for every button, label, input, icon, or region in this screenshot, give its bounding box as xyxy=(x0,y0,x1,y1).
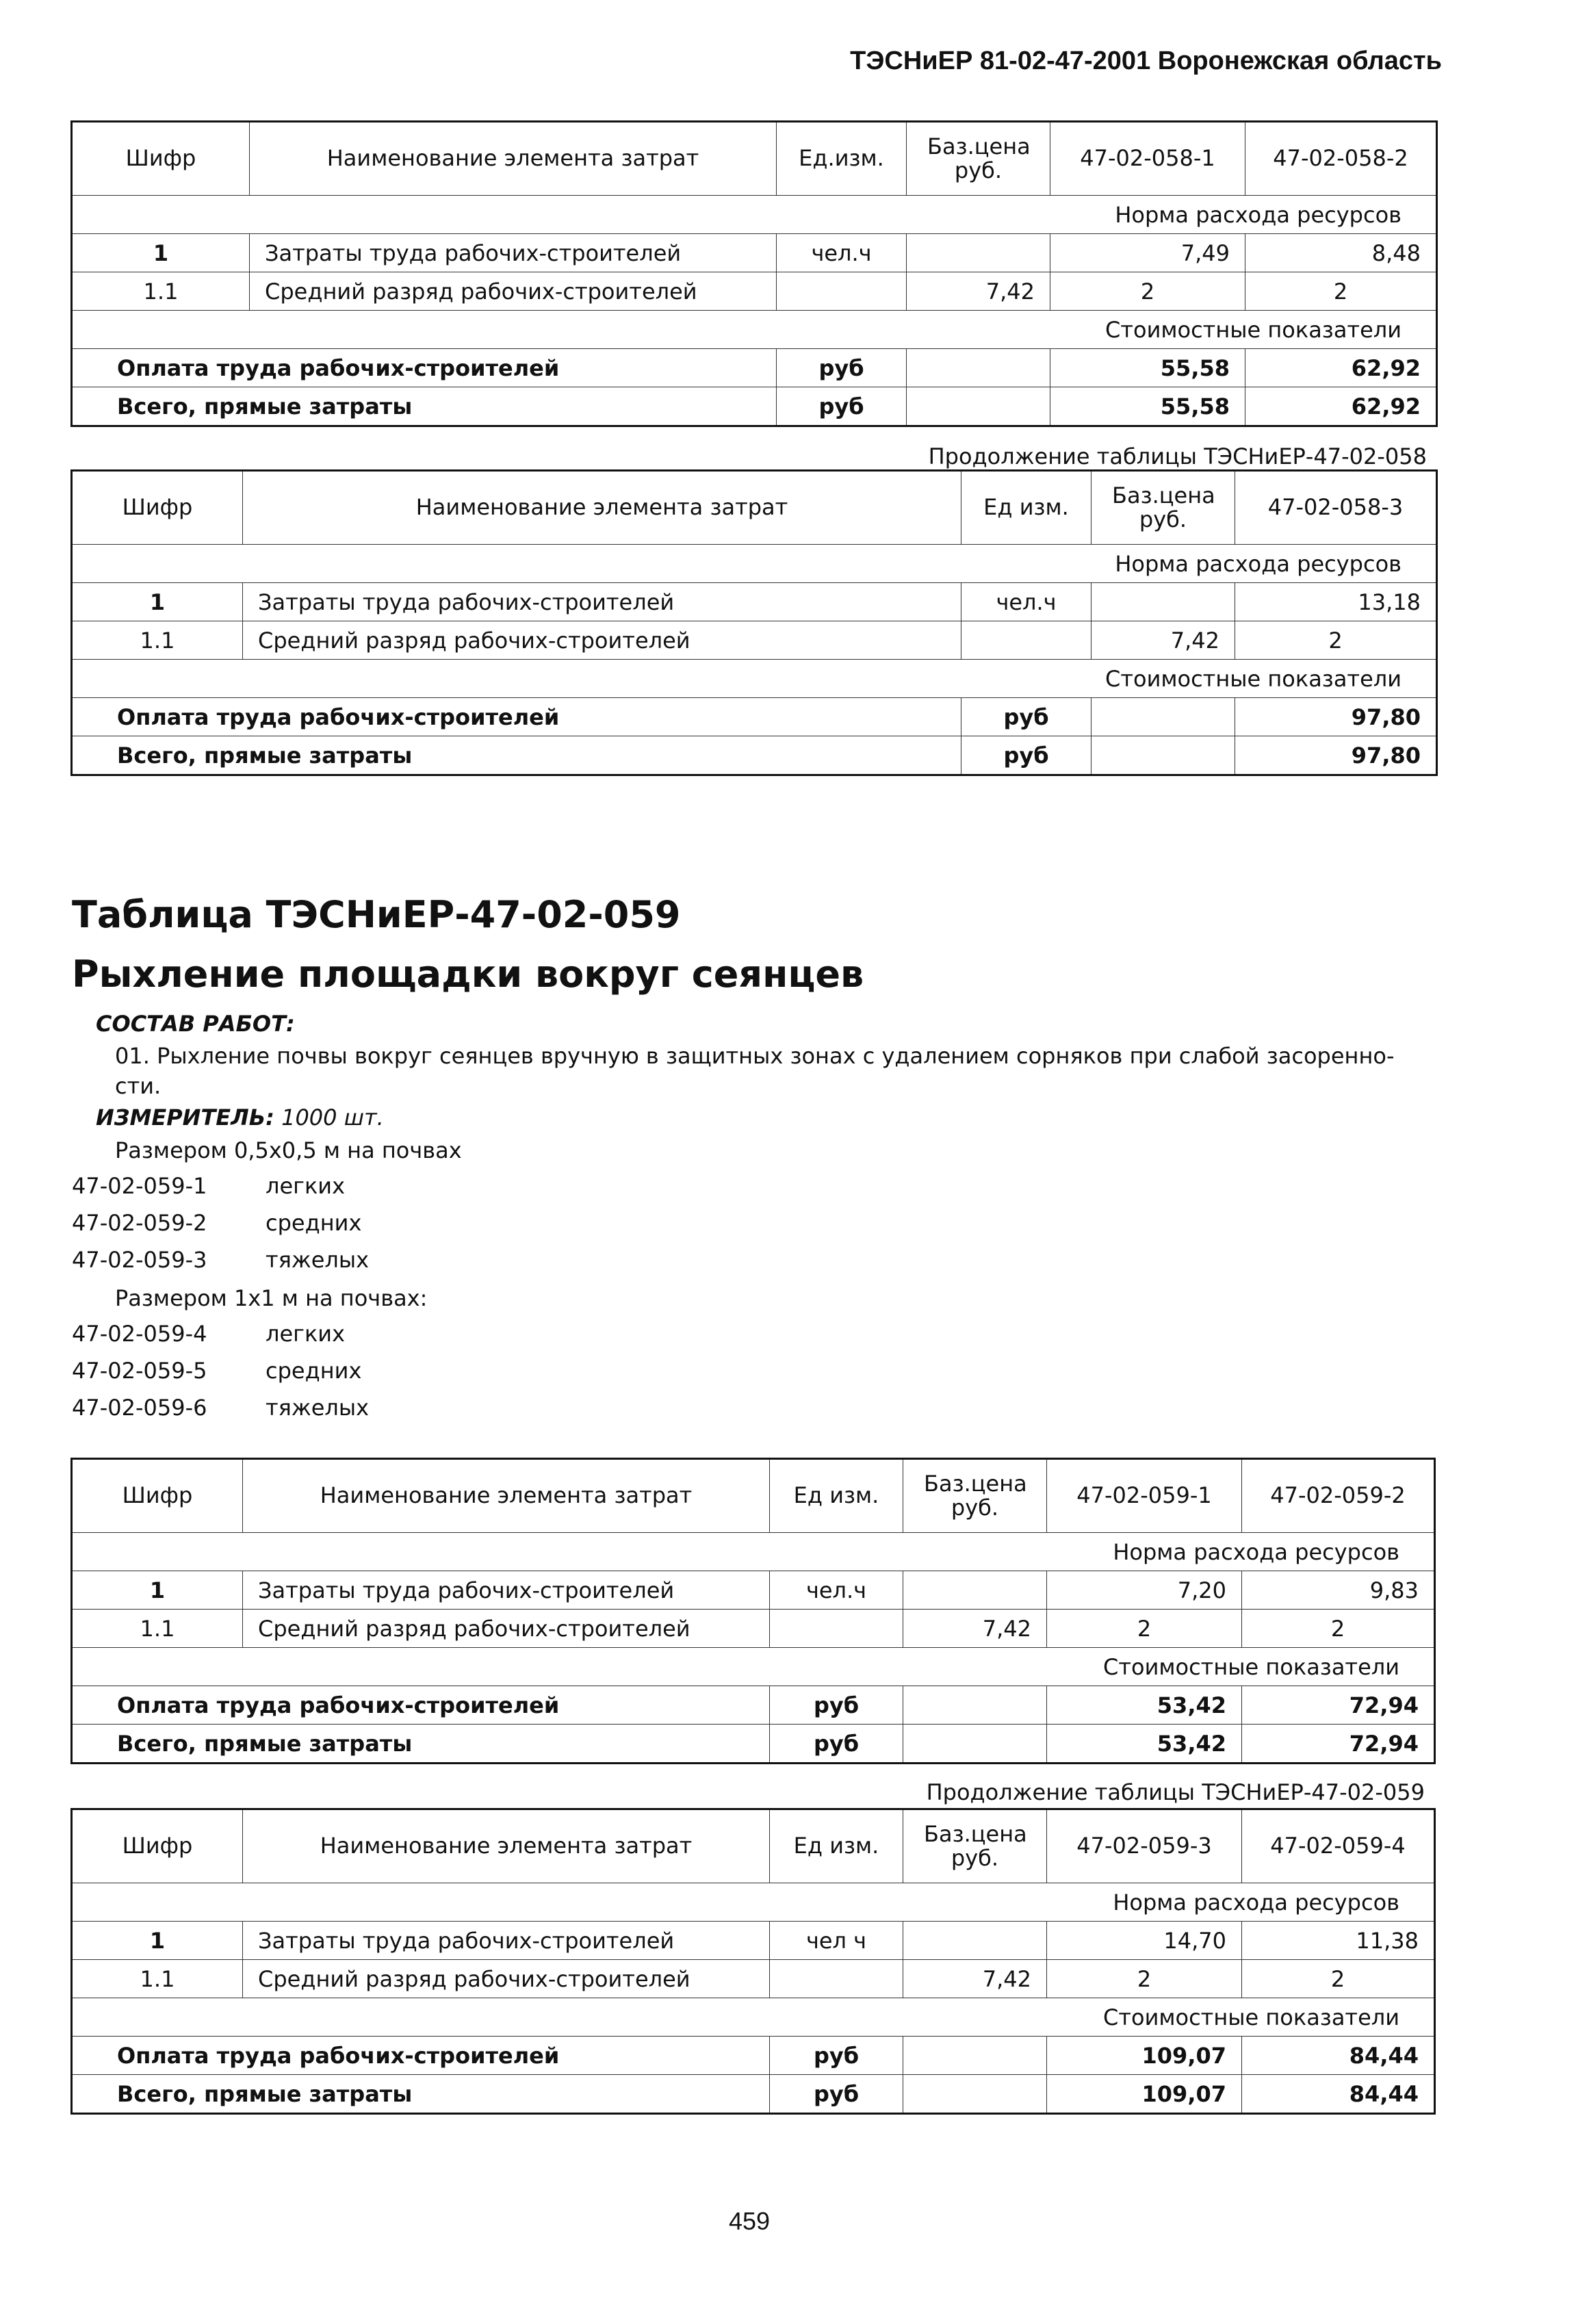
col-header-name: Наименование элемента затрат xyxy=(250,122,777,196)
row-value-1: 53,42 xyxy=(1047,1686,1242,1725)
row-name: Средний разряд рабочих-строителей xyxy=(243,621,961,660)
row-code: 1 xyxy=(72,583,243,621)
col-header-variant-2: 47-02-058-2 xyxy=(1245,122,1437,196)
row-price xyxy=(1091,583,1235,621)
row-value-1: 109,07 xyxy=(1047,2037,1242,2075)
item-code: 47-02-059-4 xyxy=(72,1321,207,1347)
row-value-1: 55,58 xyxy=(1050,387,1245,426)
table-continuation-caption: Продолжение таблицы ТЭСНиЕР-47-02-059 xyxy=(926,1779,1425,1805)
row-value-2: 2 xyxy=(1242,1610,1435,1648)
table-row xyxy=(72,2075,1435,2114)
row-code: 1.1 xyxy=(72,1610,243,1648)
running-header: ТЭСНиЕР 81-02-47-2001 Воронежская область xyxy=(850,47,1442,75)
section-cost: Стоимостные показатели xyxy=(72,660,1437,698)
item-text: легких xyxy=(266,1173,346,1199)
table-row xyxy=(72,349,1437,387)
item-text: средних xyxy=(266,1358,362,1384)
row-label: Оплата труда рабочих-строителей xyxy=(72,2037,770,2075)
row-unit: руб xyxy=(961,698,1091,736)
row-value-1: 2 xyxy=(1047,1960,1242,1998)
row-label: Всего, прямые затраты xyxy=(72,736,961,775)
table-row xyxy=(72,2037,1435,2075)
item-text: тяжелых xyxy=(266,1395,370,1421)
row-code: 1.1 xyxy=(72,1960,243,1998)
row-label: Оплата труда рабочих-строителей xyxy=(72,349,777,387)
resource-table-058-1-2 xyxy=(70,120,1438,427)
row-unit xyxy=(770,1960,903,1998)
row-code: 1 xyxy=(72,234,250,272)
row-value-1: 97,80 xyxy=(1235,698,1437,736)
row-name: Средний разряд рабочих-строителей xyxy=(243,1610,770,1648)
col-header-price: Баз.цена руб. xyxy=(907,122,1050,196)
row-value-2: 84,44 xyxy=(1242,2075,1435,2114)
row-value-1: 53,42 xyxy=(1047,1725,1242,1764)
item-code: 47-02-059-3 xyxy=(72,1247,207,1273)
row-price: 7,42 xyxy=(907,272,1050,311)
row-unit: руб xyxy=(777,387,907,426)
row-value-1: 7,49 xyxy=(1050,234,1245,272)
page-number: 459 xyxy=(729,2207,771,2235)
col-header-variant-2: 47-02-059-4 xyxy=(1242,1809,1435,1883)
table-row xyxy=(72,583,1437,621)
row-value-2: 2 xyxy=(1245,272,1437,311)
col-header-name: Наименование элемента затрат xyxy=(243,1809,770,1883)
row-label: Всего, прямые затраты xyxy=(72,387,777,426)
row-label: Оплата труда рабочих-строителей xyxy=(72,1686,770,1725)
row-value-2: 9,83 xyxy=(1242,1571,1435,1610)
list-item xyxy=(72,1321,345,1347)
row-price xyxy=(903,1922,1047,1960)
section-cost: Стоимостные показатели xyxy=(72,1648,1435,1686)
row-value-1: 2 xyxy=(1050,272,1245,311)
col-header-unit: Ед.изм. xyxy=(777,122,907,196)
table-title: Таблица ТЭСНиЕР-47-02-059 xyxy=(72,893,681,936)
table-row xyxy=(72,272,1437,311)
row-code: 1.1 xyxy=(72,272,250,311)
row-value-1: 2 xyxy=(1235,621,1437,660)
group-heading-2: Размером 1х1 м на почвах: xyxy=(115,1285,428,1311)
list-item xyxy=(72,1247,369,1273)
col-header-code: Шифр xyxy=(72,122,250,196)
col-header-unit: Ед изм. xyxy=(770,1459,903,1533)
works-line-2: сти. xyxy=(115,1073,162,1099)
row-name: Затраты труда рабочих-строителей xyxy=(250,234,777,272)
row-unit xyxy=(777,272,907,311)
col-header-code: Шифр xyxy=(72,1459,243,1533)
row-unit xyxy=(961,621,1091,660)
section-norm: Норма расхода ресурсов xyxy=(72,1883,1435,1922)
row-unit: руб xyxy=(770,1725,903,1764)
row-unit: руб xyxy=(777,349,907,387)
item-code: 47-02-059-5 xyxy=(72,1358,207,1384)
table-subtitle: Рыхление площадки вокруг сеянцев xyxy=(72,953,864,996)
col-header-variant-1: 47-02-058-3 xyxy=(1235,471,1437,545)
meter-label: ИЗМЕРИТЕЛЬ: xyxy=(96,1105,274,1131)
row-unit: руб xyxy=(770,2075,903,2114)
row-value-2: 84,44 xyxy=(1242,2037,1435,2075)
list-item xyxy=(72,1173,345,1199)
list-item xyxy=(72,1358,361,1384)
table-row xyxy=(72,736,1437,775)
row-price: 7,42 xyxy=(903,1610,1047,1648)
item-code: 47-02-059-1 xyxy=(72,1173,207,1199)
row-unit: чел ч xyxy=(770,1922,903,1960)
meter-value: 1000 шт. xyxy=(281,1105,384,1131)
col-header-unit: Ед изм. xyxy=(770,1809,903,1883)
resource-table-059-1-2 xyxy=(70,1458,1436,1764)
row-price xyxy=(907,234,1050,272)
row-value-2: 72,94 xyxy=(1242,1725,1435,1764)
col-header-variant-1: 47-02-059-1 xyxy=(1047,1459,1242,1533)
table-row xyxy=(72,234,1437,272)
col-header-price: Баз.цена руб. xyxy=(903,1459,1047,1533)
table-row xyxy=(72,1686,1435,1725)
row-unit xyxy=(770,1610,903,1648)
row-value-2: 72,94 xyxy=(1242,1686,1435,1725)
row-code: 1 xyxy=(72,1922,243,1960)
row-value-1: 55,58 xyxy=(1050,349,1245,387)
section-cost: Стоимостные показатели xyxy=(72,311,1437,349)
row-name: Затраты труда рабочих-строителей xyxy=(243,1571,770,1610)
table-continuation-caption: Продолжение таблицы ТЭСНиЕР-47-02-058 xyxy=(928,443,1427,469)
row-value-1: 2 xyxy=(1047,1610,1242,1648)
table-row xyxy=(72,1571,1435,1610)
table-row xyxy=(72,1922,1435,1960)
col-header-variant-2: 47-02-059-2 xyxy=(1242,1459,1435,1533)
row-value-2: 11,38 xyxy=(1242,1922,1435,1960)
section-norm: Норма расхода ресурсов xyxy=(72,1533,1435,1571)
row-unit: руб xyxy=(770,2037,903,2075)
table-row xyxy=(72,621,1437,660)
row-value-2: 62,92 xyxy=(1245,387,1437,426)
row-code: 1.1 xyxy=(72,621,243,660)
row-label: Всего, прямые затраты xyxy=(72,1725,770,1764)
row-value-1: 13,18 xyxy=(1235,583,1437,621)
group-heading-1: Размером 0,5х0,5 м на почвах xyxy=(115,1137,462,1163)
row-value-2: 8,48 xyxy=(1245,234,1437,272)
table-row xyxy=(72,387,1437,426)
row-value-1: 109,07 xyxy=(1047,2075,1242,2114)
list-item xyxy=(72,1395,369,1421)
row-value-1: 7,20 xyxy=(1047,1571,1242,1610)
row-price: 7,42 xyxy=(903,1960,1047,1998)
table-row xyxy=(72,1610,1435,1648)
row-code: 1 xyxy=(72,1571,243,1610)
col-header-variant-1: 47-02-058-1 xyxy=(1050,122,1245,196)
row-label: Оплата труда рабочих-строителей xyxy=(72,698,961,736)
item-text: тяжелых xyxy=(266,1247,370,1273)
col-header-price: Баз.цена руб. xyxy=(1091,471,1235,545)
row-unit: чел.ч xyxy=(770,1571,903,1610)
resource-table-058-3 xyxy=(70,469,1438,776)
list-item xyxy=(72,1210,361,1236)
section-norm: Норма расхода ресурсов xyxy=(72,196,1437,234)
col-header-name: Наименование элемента затрат xyxy=(243,1459,770,1533)
row-unit: чел.ч xyxy=(777,234,907,272)
row-name: Затраты труда рабочих-строителей xyxy=(243,583,961,621)
col-header-code: Шифр xyxy=(72,471,243,545)
section-norm: Норма расхода ресурсов xyxy=(72,545,1437,583)
row-label: Всего, прямые затраты xyxy=(72,2075,770,2114)
row-unit: руб xyxy=(961,736,1091,775)
row-name: Средний разряд рабочих-строителей xyxy=(243,1960,770,1998)
row-value-2: 2 xyxy=(1242,1960,1435,1998)
table-row xyxy=(72,698,1437,736)
item-text: легких xyxy=(266,1321,346,1347)
row-name: Средний разряд рабочих-строителей xyxy=(250,272,777,311)
col-header-name: Наименование элемента затрат xyxy=(243,471,961,545)
col-header-unit: Ед изм. xyxy=(961,471,1091,545)
works-label: СОСТАВ РАБОТ: xyxy=(96,1011,295,1037)
row-name: Затраты труда рабочих-строителей xyxy=(243,1922,770,1960)
row-unit: руб xyxy=(770,1686,903,1725)
row-value-1: 97,80 xyxy=(1235,736,1437,775)
item-text: средних xyxy=(266,1210,362,1236)
row-unit: чел.ч xyxy=(961,583,1091,621)
meter-line xyxy=(96,1103,384,1133)
col-header-variant-1: 47-02-059-3 xyxy=(1047,1809,1242,1883)
resource-table-059-3-4 xyxy=(70,1808,1436,2115)
table-row xyxy=(72,1960,1435,1998)
table-row xyxy=(72,1725,1435,1764)
section-cost: Стоимостные показатели xyxy=(72,1998,1435,2037)
row-price: 7,42 xyxy=(1091,621,1235,660)
col-header-price: Баз.цена руб. xyxy=(903,1809,1047,1883)
col-header-code: Шифр xyxy=(72,1809,243,1883)
works-line-1: 01. Рыхление почвы вокруг сеянцев вручную в защитных зонах с удалением сорняков при слабой засоренно- xyxy=(115,1043,1395,1069)
item-code: 47-02-059-2 xyxy=(72,1210,207,1236)
item-code: 47-02-059-6 xyxy=(72,1395,207,1421)
row-price xyxy=(903,1571,1047,1610)
row-value-2: 62,92 xyxy=(1245,349,1437,387)
row-value-1: 14,70 xyxy=(1047,1922,1242,1960)
